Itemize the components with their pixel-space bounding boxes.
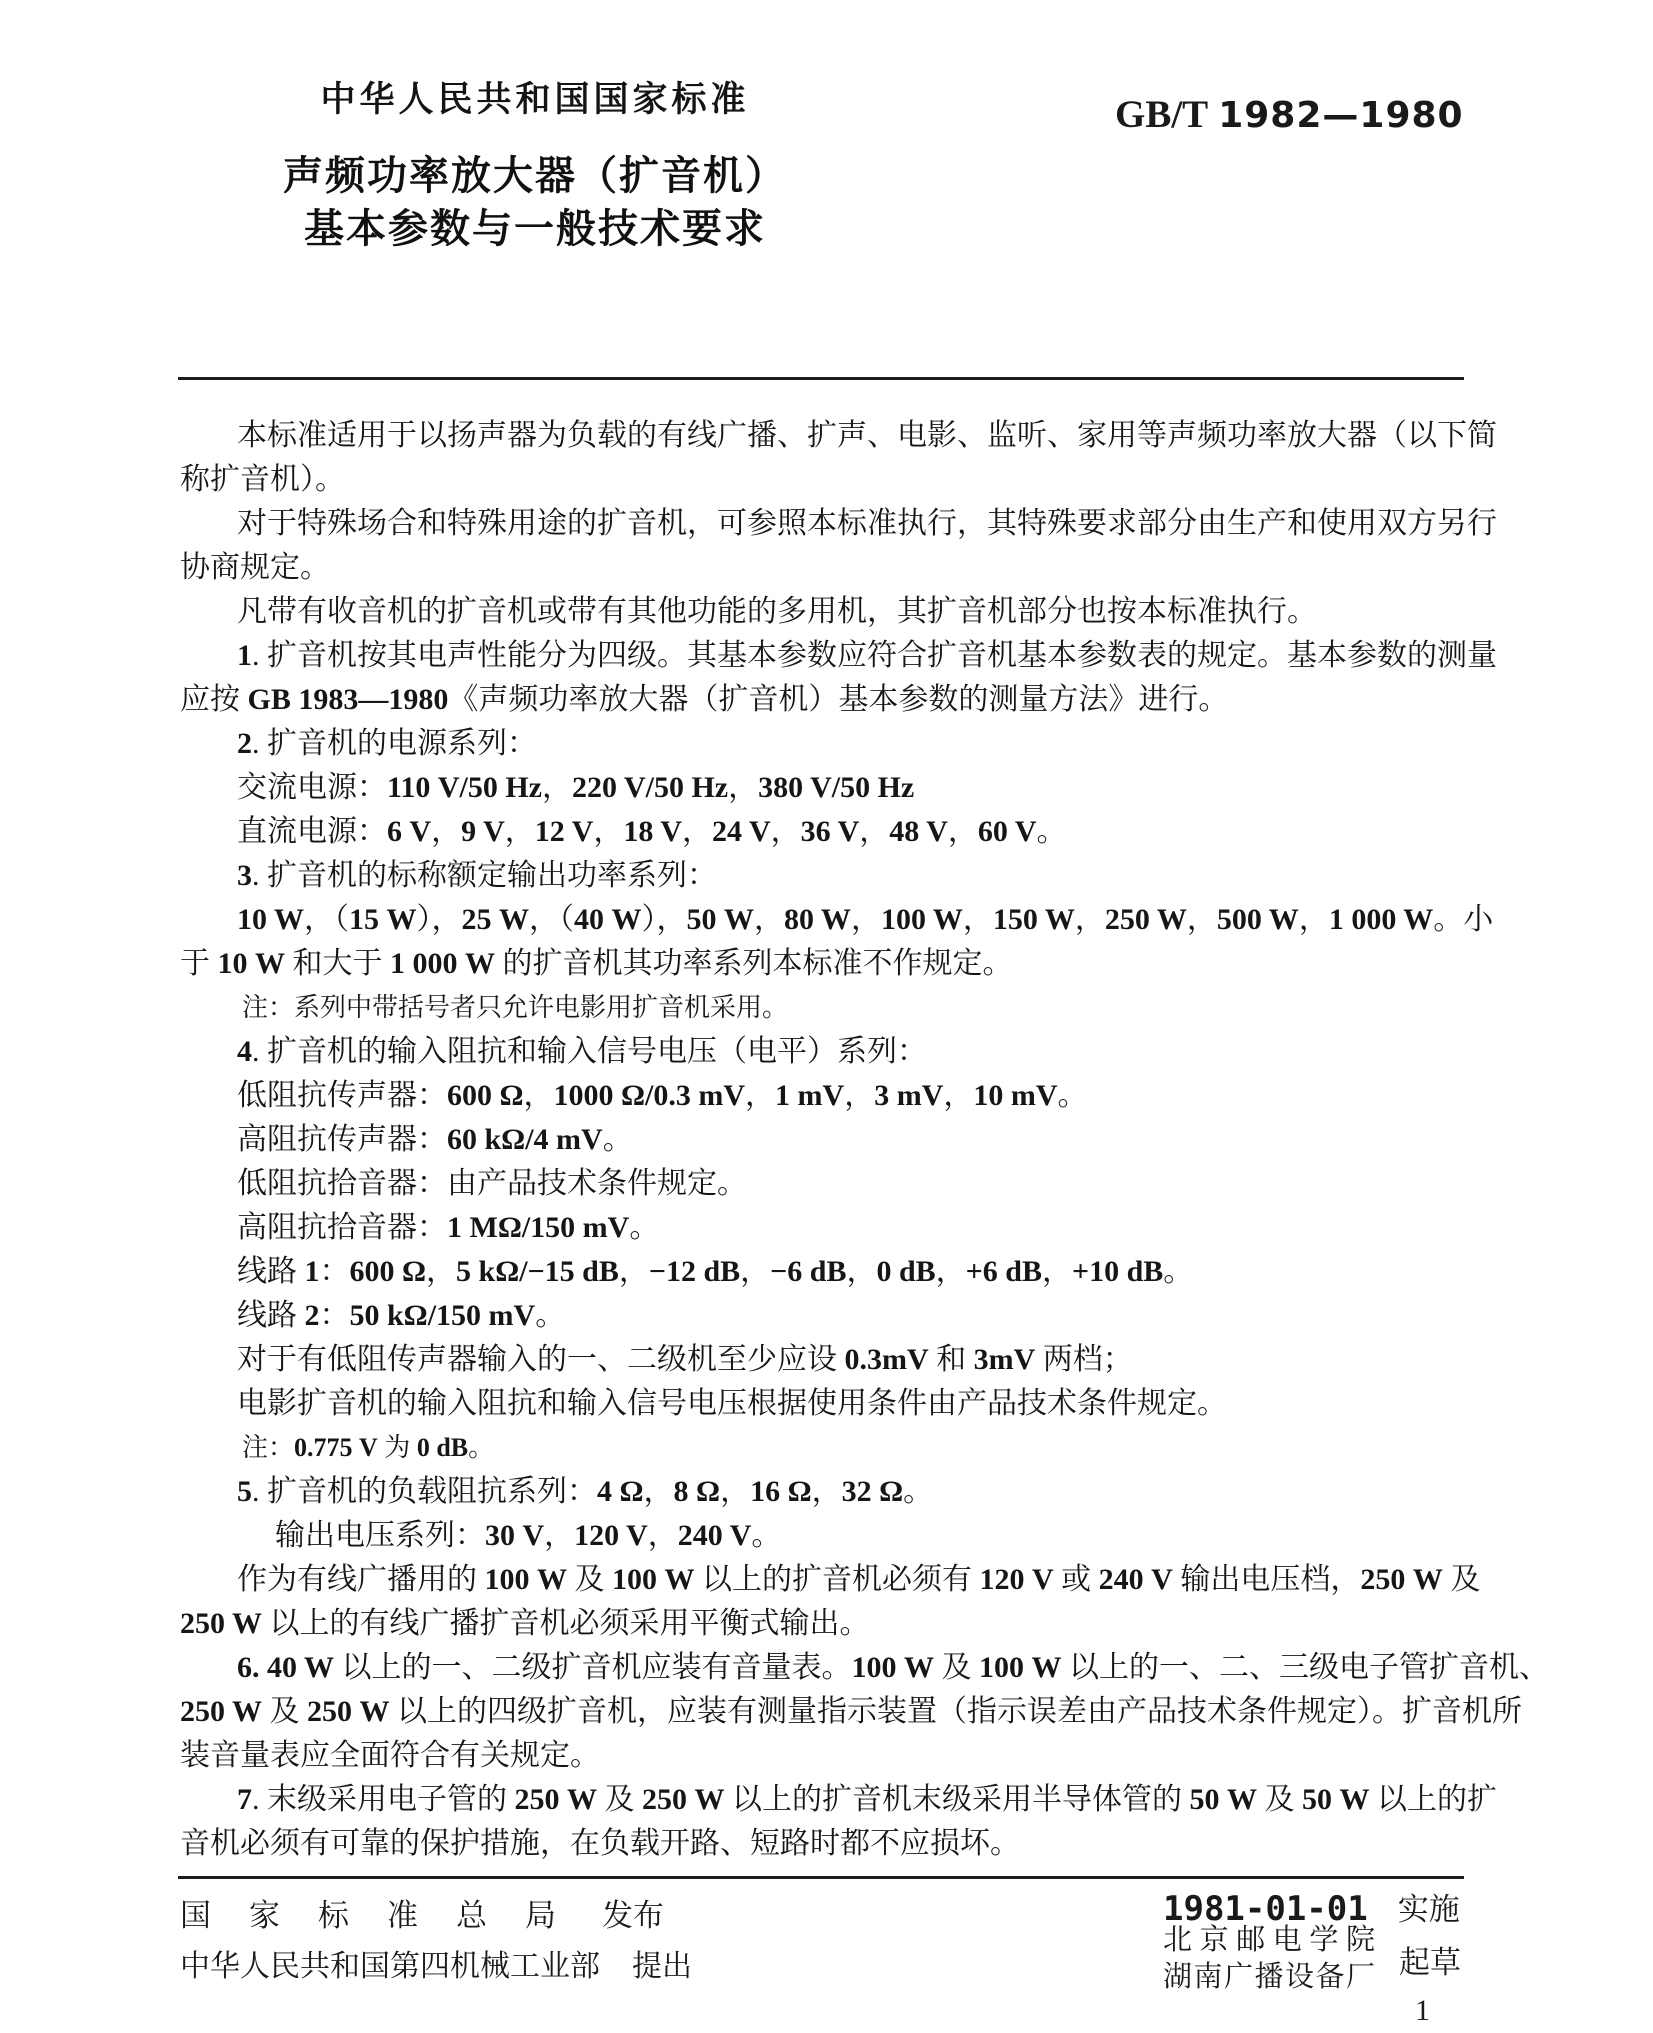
issuer-name: 国家标准总局 (180, 1898, 594, 1933)
implementation-date: 1981-01-01 (1163, 1889, 1368, 1929)
body-line: 低阻抗拾音器：由产品技术条件规定。 (237, 1167, 747, 1200)
footer-proposer-row (180, 1941, 692, 1985)
body-line: 作为有线广播用的 100 W 及 100 W 以上的扩音机必须有 120 V 或 240 V 输出电压档，250 W 及 (237, 1563, 1481, 1596)
page-number: 1 (1415, 1994, 1430, 2027)
body-line: 协商规定。 (180, 551, 330, 584)
footer-drafters-row (1163, 1922, 1461, 1996)
proposer-name: 中华人民共和国第四机械工业部 (180, 1950, 600, 1983)
proposer-action-label: 提出 (632, 1950, 692, 1983)
draft-action-label: 起草 (1399, 1944, 1461, 1980)
body-line: 线路 1：600 Ω，5 kΩ/−15 dB，−12 dB，−6 dB，0 dB，+6 dB，+10 dB。 (237, 1255, 1194, 1288)
body-line: 本标准适用于以扬声器为负载的有线广播、扩声、电影、监听、家用等声频功率放大器（以下简 (237, 419, 1497, 452)
standard-code-prefix: GB/T (1115, 93, 1209, 136)
body-line: 低阻抗传声器：600 Ω，1000 Ω/0.3 mV，1 mV，3 mV，10 mV。 (237, 1079, 1088, 1112)
body-line: 3. 扩音机的标称额定输出功率系列： (237, 859, 717, 892)
drafter-organization-2: 湖南广播设备厂 (1163, 1961, 1375, 1993)
body-line: 5. 扩音机的负载阻抗系列：4 Ω，8 Ω，16 Ω，32 Ω。 (237, 1475, 934, 1508)
footer-divider (178, 1876, 1464, 1879)
body-line: 7. 末级采用电子管的 250 W 及 250 W 以上的扩音机末级采用半导体管的 50 W 及 50 W 以上的扩 (237, 1783, 1497, 1816)
implementation-action-label: 实施 (1397, 1892, 1460, 1927)
header-divider (178, 377, 1464, 380)
body-line: 应按 GB 1983—1980《声频功率放大器（扩音机）基本参数的测量方法》进行。 (180, 683, 1229, 716)
body-line: 4. 扩音机的输入阻抗和输入信号电压（电平）系列： (237, 1035, 927, 1068)
document-title-line2: 基本参数与一般技术要求 (304, 207, 766, 251)
body-line: 6. 40 W 以上的一、二级扩音机应装有音量表。100 W 及 100 W 以上的一、二、三级电子管扩音机、 (237, 1651, 1549, 1684)
body-line: 对于有低阻传声器输入的一、二级机至少应设 0.3mV 和 3mV 两档； (237, 1343, 1133, 1376)
body-line: 装音量表应全面符合有关规定。 (180, 1739, 600, 1772)
footer-issuer-row (180, 1890, 664, 1935)
standard-label: 中华人民共和国国家标准 (320, 80, 750, 119)
body-line: 输出电压系列：30 V，120 V，240 V。 (275, 1519, 782, 1552)
body-line: 高阻抗传声器：60 kΩ/4 mV。 (237, 1123, 633, 1156)
body-line: 注：0.775 V 为 0 dB。 (242, 1433, 495, 1462)
body-line: 音机必须有可靠的保护措施，在负载开路、短路时都不应损坏。 (180, 1827, 1020, 1860)
body-line: 注：系列中带括号者只允许电影用扩音机采用。 (242, 993, 789, 1022)
body-line: 10 W，（15 W），25 W，（40 W），50 W，80 W，100 W，150 W，250 W，500 W，1 000 W。小 (237, 903, 1494, 936)
body-line: 1. 扩音机按其电声性能分为四级。其基本参数应符合扩音机基本参数表的规定。基本参数的测量 (237, 639, 1497, 672)
body-line: 2. 扩音机的电源系列： (237, 727, 537, 760)
document-title-line1: 声频功率放大器（扩音机） (283, 154, 787, 198)
body-line: 线路 2：50 kΩ/150 mV。 (237, 1299, 566, 1332)
body-line: 对于特殊场合和特殊用途的扩音机，可参照本标准执行，其特殊要求部分由生产和使用双方另行 (237, 507, 1497, 540)
body-line: 直流电源：6 V，9 V，12 V，18 V，24 V，36 V，48 V，60 V。 (237, 815, 1067, 848)
drafter-organizations (1163, 1922, 1375, 1996)
body-line: 高阻抗拾音器：1 MΩ/150 mV。 (237, 1211, 660, 1244)
body-line: 电影扩音机的输入阻抗和输入信号电压根据使用条件由产品技术条件规定。 (237, 1387, 1227, 1420)
standard-code (1115, 92, 1464, 137)
body-line: 凡带有收音机的扩音机或带有其他功能的多用机，其扩音机部分也按本标准执行。 (237, 595, 1317, 628)
drafter-organization-1: 北京邮电学院 (1163, 1924, 1375, 1956)
body-line: 交流电源：110 V/50 Hz，220 V/50 Hz，380 V/50 Hz (237, 771, 915, 804)
body-line: 于 10 W 和大于 1 000 W 的扩音机其功率系列本标准不作规定。 (180, 947, 1013, 980)
body-line: 250 W 以上的有线广播扩音机必须采用平衡式输出。 (180, 1607, 870, 1640)
body-line: 称扩音机）。 (180, 463, 345, 496)
issuer-action-label: 发布 (602, 1898, 664, 1933)
standard-code-number: 1982—1980 (1218, 95, 1464, 136)
body-line: 250 W 及 250 W 以上的四级扩音机，应装有测量指示装置（指示误差由产品技术条件规定）。扩音机所 (180, 1695, 1522, 1728)
document-body (180, 414, 1549, 1866)
